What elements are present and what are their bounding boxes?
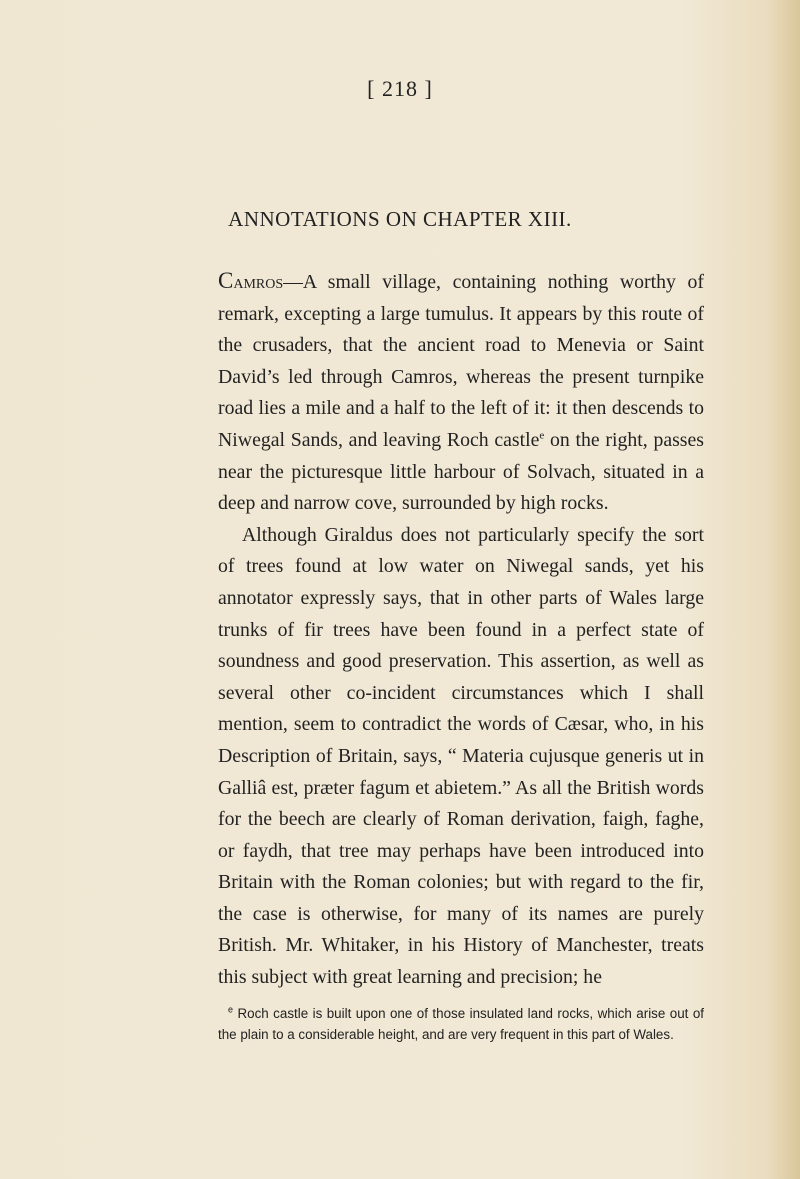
drop-cap: C: [218, 268, 234, 293]
smallcaps-word: amros: [233, 271, 284, 293]
body-text: [218, 265, 704, 994]
paragraph-text: —A small village, containing nothing worthy of remark, excepting a large tumulus. It appears by this route of the crusaders, that the ancient road to Menevia or Saint David’s led through Camros, whereas the present turnpike road lies a mile and a half to the left of it: it then descends to Niwegal Sands, and leaving Roch castle: [218, 271, 704, 451]
footnote-marker: e: [228, 1004, 234, 1015]
footnote: [218, 1003, 704, 1045]
paragraph-text: on the right, passes near the picturesque little harbour of Solvach, situated in a deep and narrow cove, surrounded by high rocks.: [218, 428, 704, 515]
footnote-text: Roch castle is built upon one of those insulated land rocks, which arise out of the plain to a considerable height, and are very frequent in this part of Wales.: [218, 1006, 704, 1042]
page-number: [ 218 ]: [367, 76, 433, 101]
paragraph-camros: [218, 265, 704, 520]
chapter-heading: ANNOTATIONS ON CHAPTER XIII.: [228, 207, 572, 231]
footnote-reference: e: [539, 429, 545, 442]
paragraph-giraldus: Although Giraldus does not particularly specify the sort of trees found at low water on Niwegal sands, yet his annotator expressly says, that in other parts of Wales large trunks of fir trees have been found in a perfect state of soundness and good preservation. This assertion, as well as several other co-incident circumstances which I shall mention, seem to contradict the words of Cæsar, who, in his Description of Britain, says, “ Materia cujusque generis ut in Galliâ est, præter fagum et abietem.” As all the British words for the beech are clearly of Roman derivation, faigh, faghe, or faydh, that tree may perhaps have been introduced into Britain with the Roman colonies; but with regard to the fir, the case is otherwise, for many of its names are purely British. Mr. Whitaker, in his History of Manchester, treats this subject with great learning and precision; he: [218, 523, 704, 989]
